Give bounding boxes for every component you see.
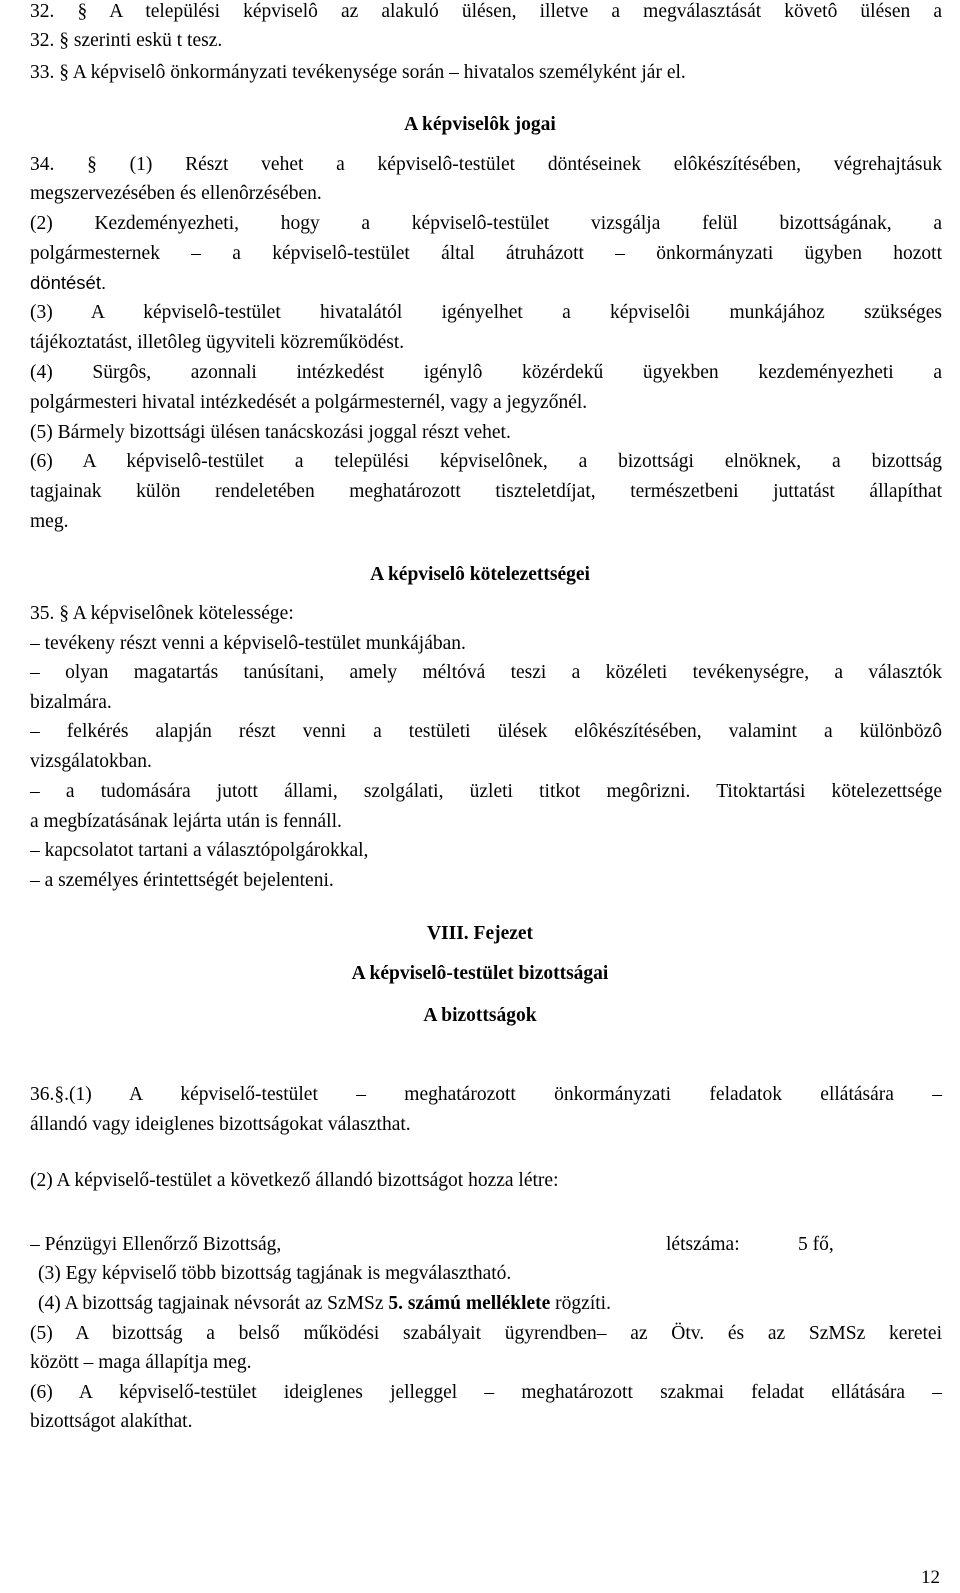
para-36-6-line2: bizottságot alakíthat. [30, 1411, 193, 1432]
para-34-2-line2: polgármesternek – a képviselô-testület által átruházott – önkormányzati ügyben hozott [30, 243, 942, 264]
para-34-3-line2: tájékoztatást, illetôleg ügyviteli közreműködést. [30, 332, 405, 353]
duty-item-4-line1: – a tudomására jutott állami, szolgálati, üzleti titkot megôrizni. Titoktartási kötelezettsége [30, 781, 942, 802]
para-36-4-end: rögzíti. [550, 1293, 611, 1314]
para-36-1-line1: 36.§.(1) A képviselő-testület – meghatározott önkormányzati feladatok ellátására – [30, 1084, 942, 1105]
page-number: 12 [921, 1567, 940, 1588]
duty-item-4-line2: a megbízatásának lejárta után is fennáll. [30, 811, 342, 832]
para-32-line1: 32. § A települési képviselô az alakuló ülésen, illetve a megválasztását követô ülésen a [30, 1, 942, 22]
annex-reference: 5. számú melléklete [388, 1293, 551, 1314]
para-34-2-line1: (2) Kezdeményezheti, hogy a képviselô-testület vizsgálja felül bizottságának, a [30, 213, 942, 234]
para-36-2: (2) A képviselő-testület a következő állandó bizottságot hozza létre: [30, 1170, 559, 1191]
para-36-6-line1: (6) A képviselő-testület ideiglenes jelleggel – meghatározott szakmai feladat ellátására – [30, 1382, 942, 1403]
para-34-4-line2: polgármesteri hivatal intézkedését a polgármesternél, vagy a jegyzőnél. [30, 392, 588, 413]
para-36-4-text: (4) A bizottság tagjainak névsorát az SzMSz [38, 1293, 389, 1314]
duty-item-5: – kapcsolatot tartani a választópolgárokkal, [30, 840, 369, 861]
duty-item-2-line1: – olyan magatartás tanúsítani, amely méltóvá teszi a közéleti tevékenységre, a választók [30, 662, 942, 683]
para-36-1-line2: állandó vagy ideiglenes bizottságokat választhat. [30, 1114, 411, 1135]
para-34-3-line1: (3) A képviselô-testület hivatalától igényelhet a képviselôi munkájához szükséges [30, 302, 942, 323]
duty-item-2-line2: bizalmára. [30, 692, 112, 713]
para-34-6-line2: tagjainak külön rendeletében meghatározott tiszteletdíjat, természetbeni juttatást állapíthat [30, 481, 942, 502]
para-35: 35. § A képviselônek kötelessége: [30, 603, 294, 624]
committee-size-label: létszáma: [666, 1234, 740, 1255]
para-33: 33. § A képviselô önkormányzati tevékenysége során – hivatalos személyként jár el. [30, 62, 686, 83]
para-36-4 [38, 1292, 950, 1316]
heading-kepviselo-kotelezettsegei: A képviselô kötelezettségei [370, 564, 590, 585]
para-34-6-line1: (6) A képviselô-testület a települési képviselônek, a bizottsági elnöknek, a bizottság [30, 451, 942, 472]
duty-item-6: – a személyes érintettségét bejelenteni. [30, 870, 334, 891]
para-34-2-line3: döntését. [30, 272, 107, 293]
para-36-3: (3) Egy képviselő több bizottság tagjának is megválasztható. [38, 1263, 512, 1284]
para-34-1-line1: 34. § (1) Részt vehet a képviselô-testület döntéseinek elôkészítésében, végrehajtásuk [30, 154, 942, 175]
heading-kepviselok-jogai: A képviselôk jogai [404, 114, 556, 135]
para-36-5-line2: között – maga állapítja meg. [30, 1352, 252, 1373]
duty-item-3-line1: – felkérés alapján részt venni a testületi ülések elôkészítésében, valamint a különbözô [30, 721, 942, 742]
para-32-line2: 32. § szerinti eskü t tesz. [30, 30, 223, 51]
duty-item-3-line2: vizsgálatokban. [30, 751, 152, 772]
heading-testulet-bizottsagai: A képviselô-testület bizottságai [351, 963, 609, 984]
duty-item-1: – tevékeny részt venni a képviselô-testület munkájában. [30, 633, 466, 654]
para-34-6-line3: meg. [30, 511, 69, 532]
para-34-5: (5) Bármely bizottsági ülésen tanácskozási joggal részt vehet. [30, 422, 511, 443]
heading-bizottsagok: A bizottságok [423, 1005, 537, 1026]
committee-size-value: 5 fő, [798, 1234, 834, 1255]
heading-chapter-viii: VIII. Fejezet [426, 923, 534, 944]
para-36-5-line1: (5) A bizottság a belső működési szabályait ügyrendben– az Ötv. és az SzMSz keretei [30, 1323, 942, 1344]
para-34-4-line1: (4) Sürgôs, azonnali intézkedést igénylô közérdekű ügyekben kezdeményezheti a [30, 362, 942, 383]
committee-name: – Pénzügyi Ellenőrző Bizottság, [30, 1234, 282, 1255]
para-34-1-line2: megszervezésében és ellenôrzésében. [30, 183, 322, 204]
